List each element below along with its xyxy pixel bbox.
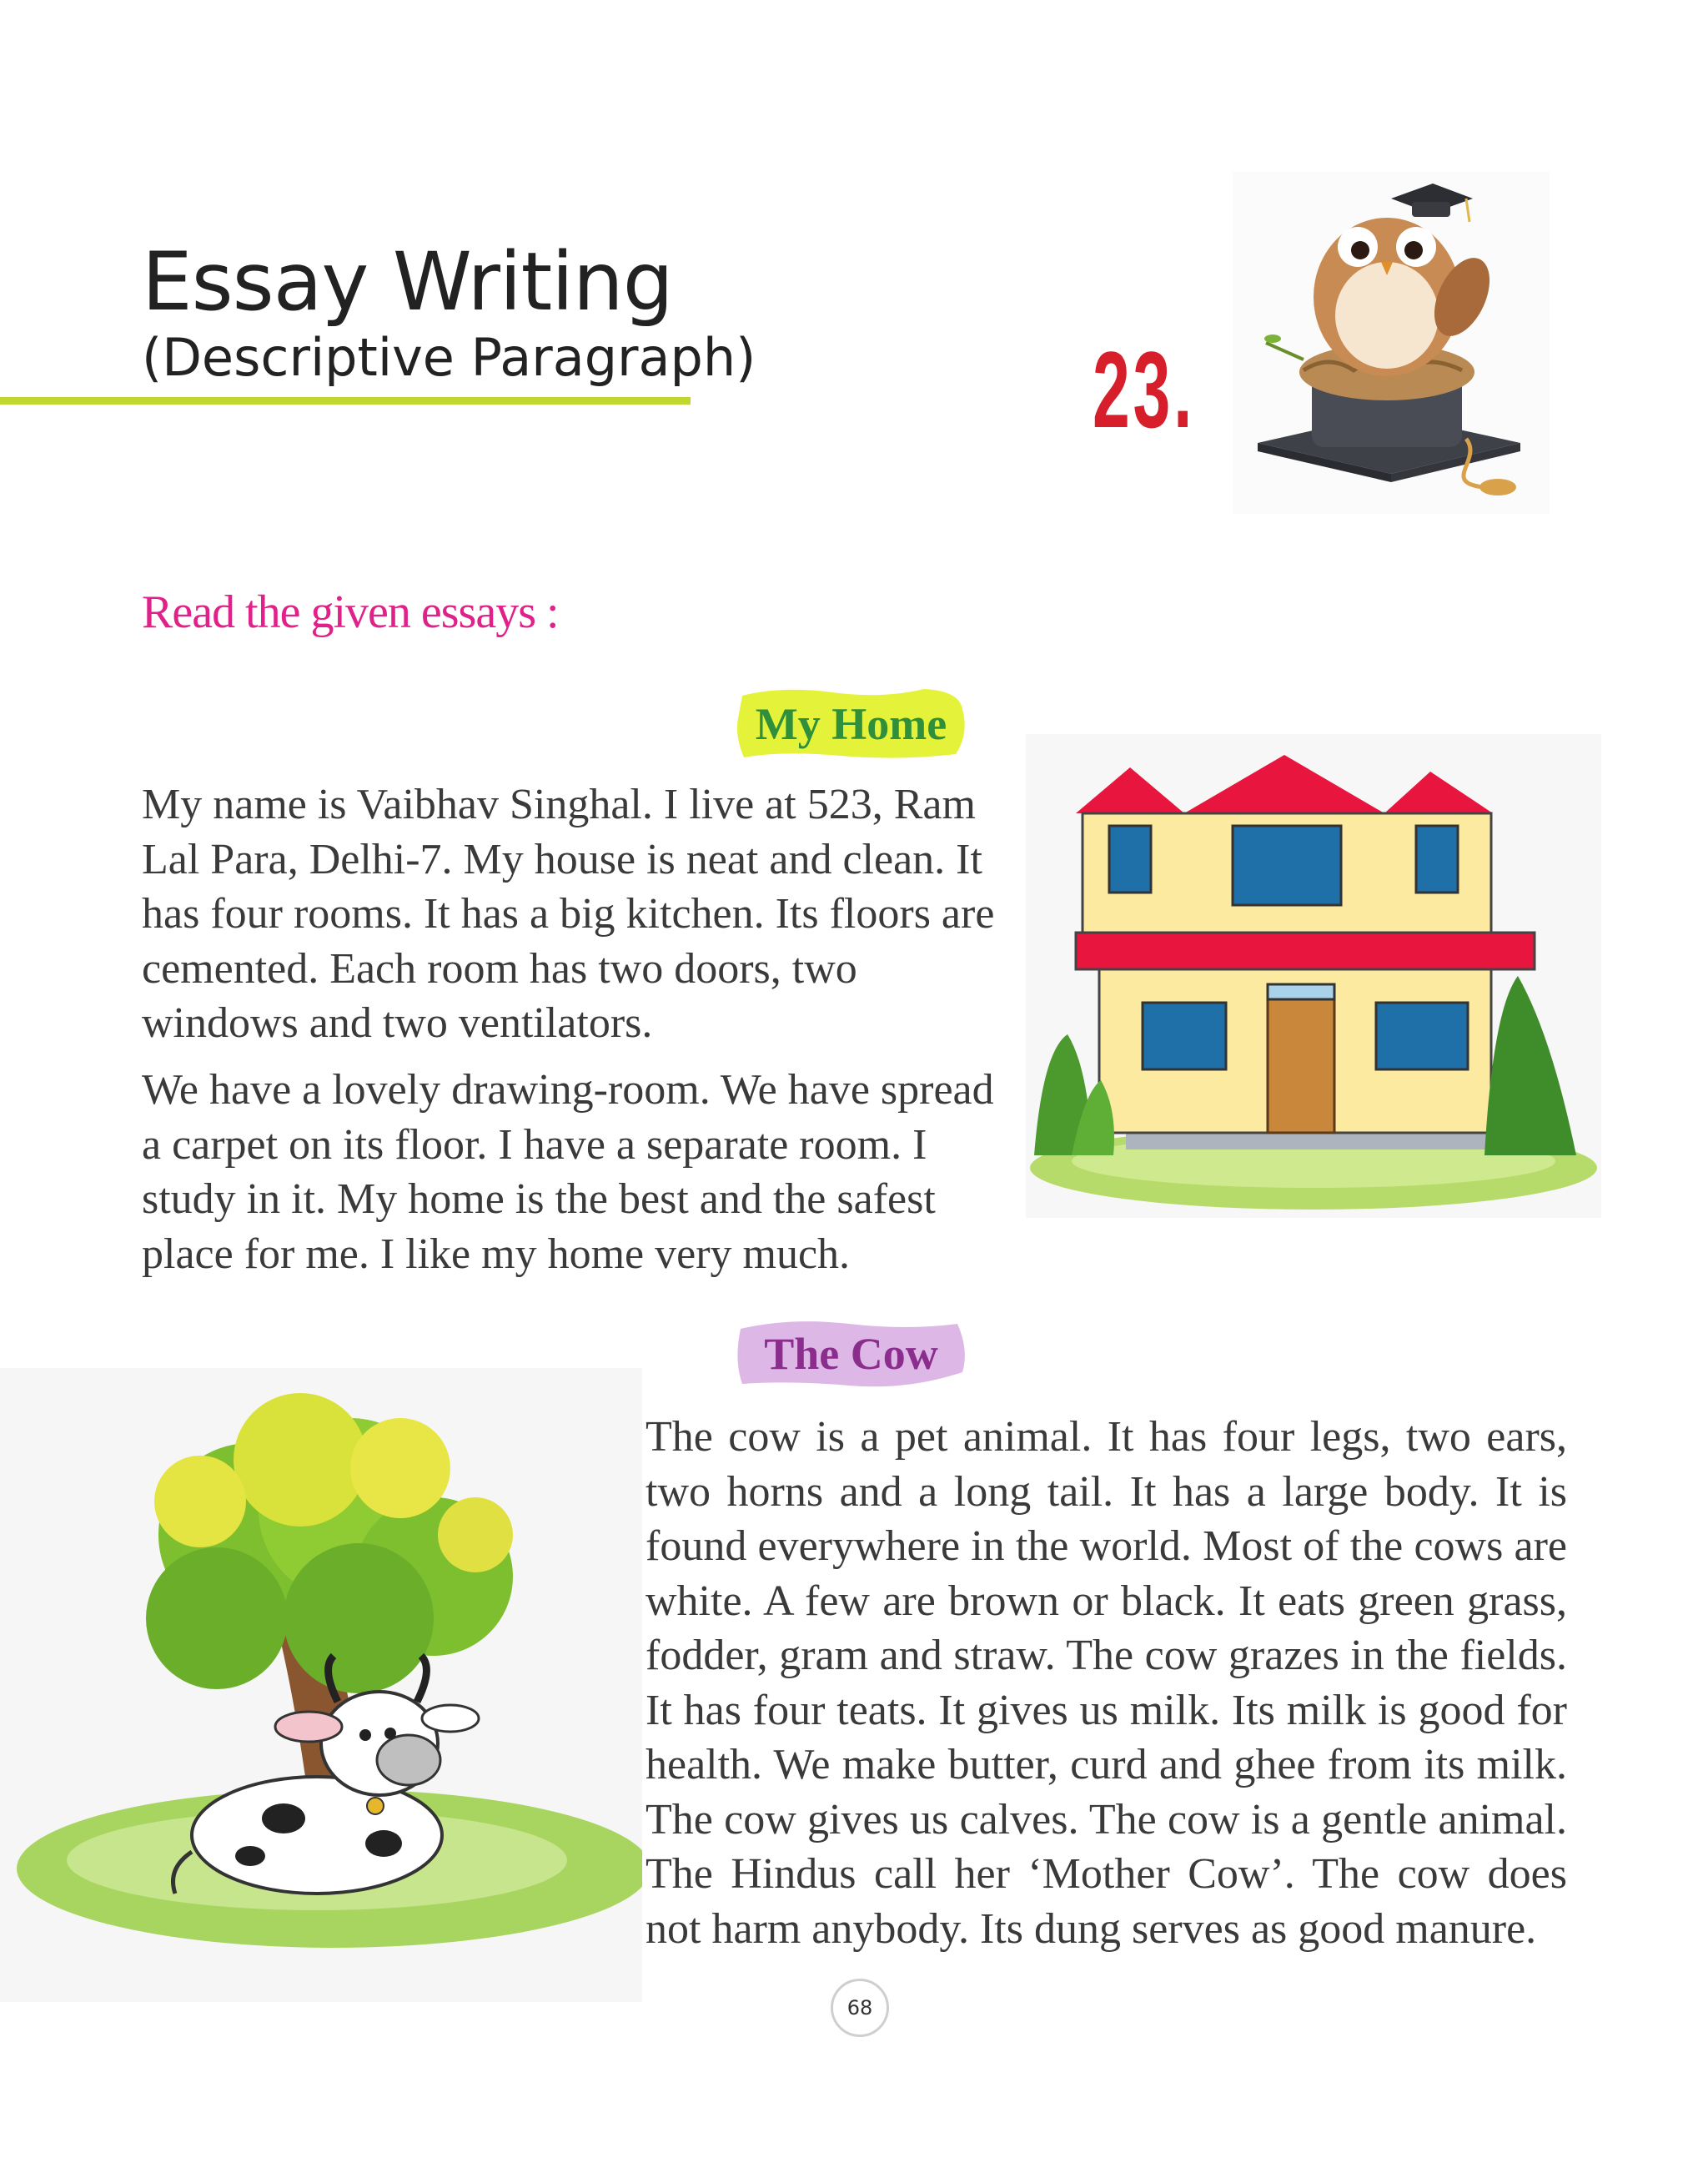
essay-paragraph: We have a lovely drawing-room. We have spread a carpet on its floor. I have a separate room. I study in it. My home is the best and the safest place for me. I like my home very much. [142, 1066, 994, 1278]
house-illustration [1026, 734, 1601, 1218]
essay-paragraph: My name is Vaibhav Singhal. I live at 523, Ram Lal Para, Delhi-7. My house is neat and clean. It has four rooms. It has a big kitchen. Its floors are cemented. Each room has two doors, two windows and two ventilators. [142, 781, 995, 1047]
chapter-title: Essay Writing [142, 235, 673, 329]
essay-heading-text: The Cow [764, 1328, 938, 1379]
chapter-number: 23. [1093, 329, 1196, 450]
essay-heading-the-cow [732, 1314, 970, 1393]
chapter-subtitle: (Descriptive Paragraph) [142, 327, 756, 388]
essay-heading-text: My Home [755, 698, 947, 749]
page-number: 68 [831, 1979, 889, 2037]
cow-under-tree-illustration [0, 1368, 642, 2002]
title-underline [0, 397, 691, 405]
instruction-text: Read the given essays : [142, 586, 559, 638]
owl-on-graduation-cap-icon [1233, 172, 1550, 514]
essay-paragraph: The cow is a pet animal. It has four legs, two ears, two horns and a long tail. It has a large body. It is found everywhere in the world. Most of the cows are white. A few are brown or black. It eats green grass, fodder, gram and straw. The cow grazes in the fields. It has four teats. It gives us milk. Its milk is good for health. We make butter, curd and ghee from its milk. The cow gives us calves. The cow is a gentle animal. The Hindus call her ‘Mother Cow’. The cow does not harm anybody. Its dung serves as good manure. [646, 1413, 1567, 1953]
essay-heading-my-home [732, 684, 970, 763]
